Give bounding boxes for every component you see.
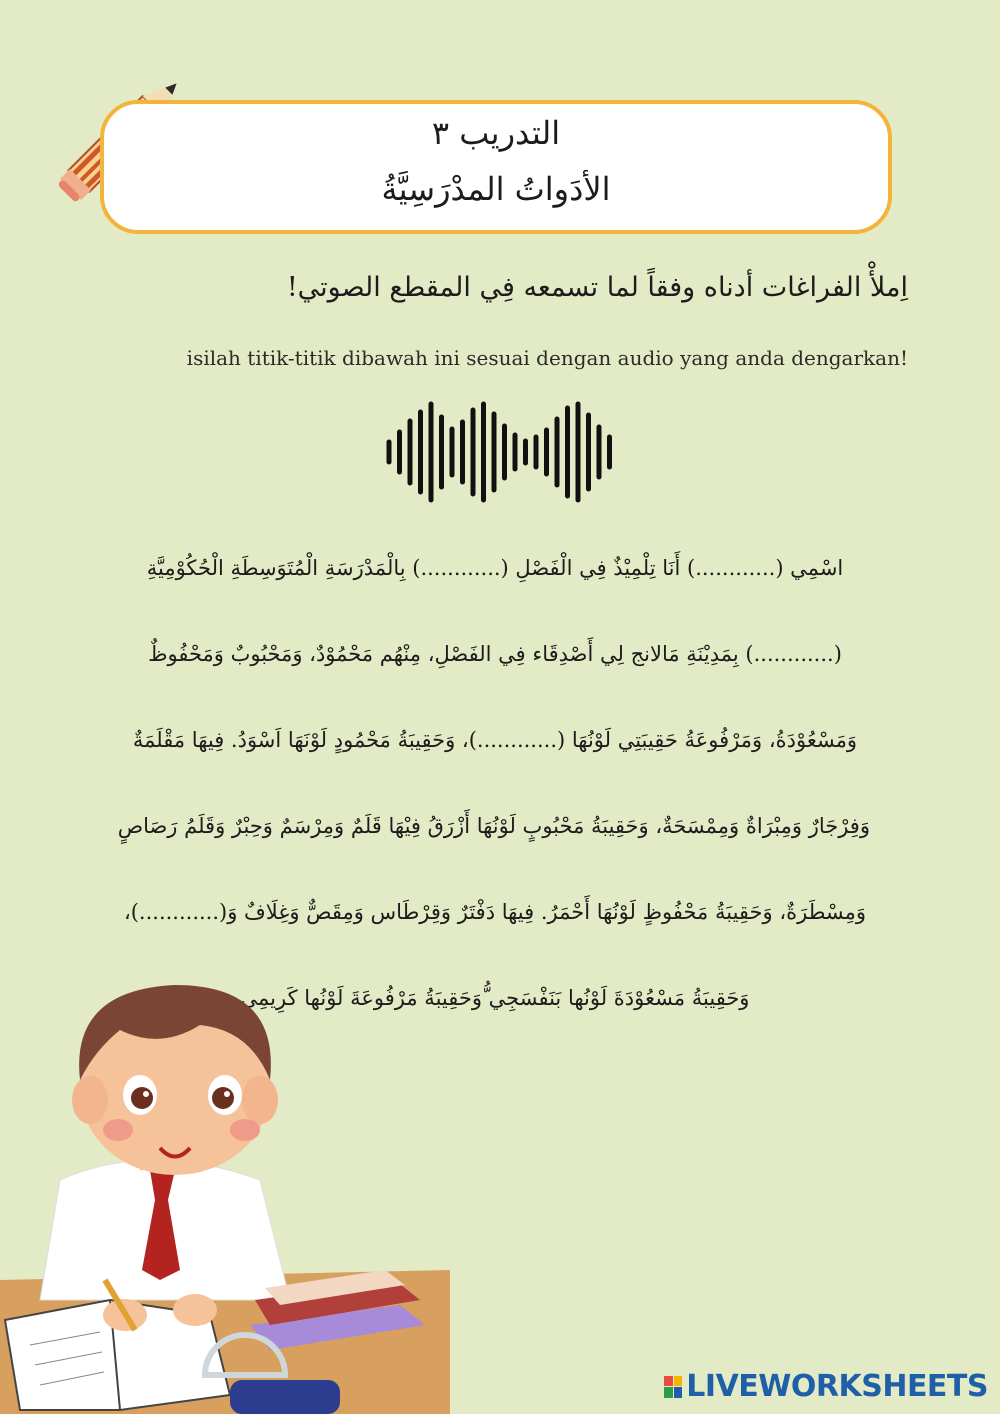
title-box — [100, 100, 892, 234]
paragraph-line: اسْمِي (............) أَنَا تِلْمِيْذٌ فِي الْفَصْلِ (............) بِالْمَدْرَسَةِ الْمُتَوَسِطَةِ الْحُكُوْمِيَّةِ — [146, 556, 844, 580]
exercise-subtitle: الأدَواتُ المدْرَسِيَّةُ — [381, 170, 611, 208]
paragraph-line: وَمَسْعُوْدَةُ، وَمَرْفُوعَةُ حَقِيبَتِي لَوْنُهَا (............)، وَحَقِيبَةُ مَحْمُودٍ لَوْنَهَا اَسْوَدُ. فِيهَا مَقْلَمَةٌ — [132, 728, 858, 752]
paragraph-line: وَفِرْجَارٌ وَمِبْرَاةٌ وَمِمْسَحَةٌ، وَحَقِيبَةُ مَحْبُوبٍ لَوْنُهَا أَزْرَقُ فِيْهَا قَلَمٌ وَمِرْسَمٌ وَحِبْرٌ وَقَلَمُ رَصَاصٍ — [117, 814, 870, 838]
paragraph-line: (............) بِمَدِيْنَةِ مَالانج لِي أَصْدِقَاء فِي الفَصْلِ، مِنْهُم مَحْمُوْدٌ، وَمَحْبُوبٌ وَمَحْفُوظٌ — [148, 642, 842, 666]
fill-in-paragraph — [117, 525, 870, 1041]
exercise-title: التدريب ٣ — [431, 114, 561, 152]
student-writing-illustration — [0, 970, 450, 1414]
instruction-arabic: اِملأْ الفراغات أدناه وفقاً لما تسمعه فِي المقطع الصوتي! — [286, 272, 908, 303]
paragraph-line: وَحَقِيبَةُ مَسْعُوْدَةَ لَوْنُها بَنَفْسَجِي ُّوَحَقِيبَةُ مَرْفُوعَةَ لَوْنُها كَرِيمِي — [240, 986, 750, 1010]
liveworksheets-logo — [664, 1369, 988, 1404]
liveworksheets-logo-text: LIVEWORKSHEETS — [686, 1369, 988, 1404]
instruction-indonesian: isilah titik-titik dibawah ini sesuai dengan audio yang anda dengarkan! — [186, 346, 908, 370]
paragraph-line: وَمِسْطَرَةٌ، وَحَقِيبَةُ مَحْفُوظٍ لَوْنُهَا أَحْمَرُ. فِيهَا دَفْتَرٌ وَقِرْطَاس وَمِقَصٌّ وَغِلَافٌ وَ(............)، — [123, 900, 867, 924]
liveworksheets-logo-icon — [664, 1376, 682, 1398]
audio-wave-icon[interactable] — [385, 400, 621, 504]
